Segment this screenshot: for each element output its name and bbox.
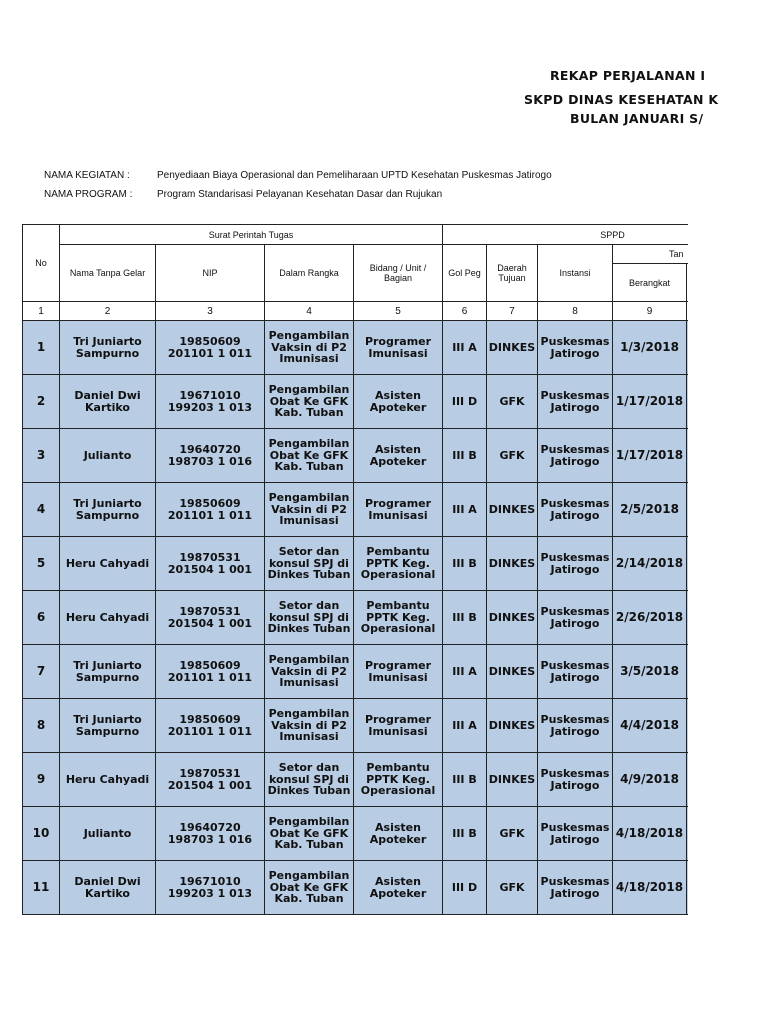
destination: DINKES	[487, 645, 538, 699]
row-number: 7	[23, 645, 60, 699]
trip-purpose: Pengambilan Vaksin di P2 Imunisasi	[265, 483, 354, 537]
trip-purpose: Pengambilan Obat Ke GFK Kab. Tuban	[265, 861, 354, 915]
employee-nip: 19870531 201504 1 001	[156, 753, 265, 807]
employee-name: Tri Juniarto Sampurno	[60, 645, 156, 699]
table-row	[23, 591, 689, 645]
departure-date: 4/18/2018	[613, 807, 687, 861]
employee-grade: III A	[443, 483, 487, 537]
header-no: No	[23, 225, 60, 302]
employee-grade: III B	[443, 753, 487, 807]
travel-recap-table	[22, 224, 688, 915]
employee-unit: Programer Imunisasi	[354, 699, 443, 753]
departure-date: 4/9/2018	[613, 753, 687, 807]
col-number: 8	[538, 302, 613, 321]
col-number: 6	[443, 302, 487, 321]
table-viewport	[22, 224, 688, 934]
kegiatan-label: NAMA KEGIATAN :	[44, 170, 130, 181]
program-value: Program Standarisasi Pelayanan Kesehatan Dasar dan Rujukan	[157, 189, 443, 200]
return-date	[687, 861, 689, 915]
employee-nip: 19870531 201504 1 001	[156, 537, 265, 591]
return-date	[687, 375, 689, 429]
employee-grade: III B	[443, 591, 487, 645]
row-number: 11	[23, 861, 60, 915]
header-kembali	[687, 264, 689, 302]
row-number: 10	[23, 807, 60, 861]
col-number: 7	[487, 302, 538, 321]
return-date	[687, 699, 689, 753]
col-number: 4	[265, 302, 354, 321]
employee-name: Heru Cahyadi	[60, 591, 156, 645]
employee-unit: Pembantu PPTK Keg. Operasional	[354, 537, 443, 591]
table-row	[23, 537, 689, 591]
agency: Puskesmas Jatirogo	[538, 483, 613, 537]
employee-name: Julianto	[60, 807, 156, 861]
destination: GFK	[487, 861, 538, 915]
employee-unit: Pembantu PPTK Keg. Operasional	[354, 753, 443, 807]
employee-unit: Pembantu PPTK Keg. Operasional	[354, 591, 443, 645]
column-number-row	[23, 302, 689, 321]
table-row	[23, 807, 689, 861]
employee-grade: III B	[443, 807, 487, 861]
employee-name: Julianto	[60, 429, 156, 483]
trip-purpose: Setor dan konsul SPJ di Dinkes Tuban	[265, 753, 354, 807]
employee-nip: 19850609 201101 1 011	[156, 483, 265, 537]
header-daerah-tujuan: Daerah Tujuan	[487, 245, 538, 302]
employee-unit: Programer Imunisasi	[354, 483, 443, 537]
employee-grade: III B	[443, 429, 487, 483]
return-date	[687, 645, 689, 699]
header-sppd: SPPD	[443, 225, 689, 245]
return-date	[687, 429, 689, 483]
table-row	[23, 429, 689, 483]
agency: Puskesmas Jatirogo	[538, 429, 613, 483]
destination: GFK	[487, 375, 538, 429]
header-bidang: Bidang / Unit / Bagian	[354, 245, 443, 302]
col-number	[687, 302, 689, 321]
trip-purpose: Setor dan konsul SPJ di Dinkes Tuban	[265, 537, 354, 591]
employee-name: Tri Juniarto Sampurno	[60, 483, 156, 537]
destination: DINKES	[487, 537, 538, 591]
employee-nip: 19850609 201101 1 011	[156, 699, 265, 753]
row-number: 1	[23, 321, 60, 375]
col-number: 1	[23, 302, 60, 321]
return-date	[687, 537, 689, 591]
departure-date: 4/18/2018	[613, 861, 687, 915]
col-number: 2	[60, 302, 156, 321]
table-row	[23, 321, 689, 375]
row-number: 3	[23, 429, 60, 483]
employee-nip: 19671010 199203 1 013	[156, 375, 265, 429]
employee-name: Tri Juniarto Sampurno	[60, 699, 156, 753]
table-body	[23, 321, 689, 915]
return-date	[687, 753, 689, 807]
trip-purpose: Pengambilan Obat Ke GFK Kab. Tuban	[265, 375, 354, 429]
departure-date: 2/14/2018	[613, 537, 687, 591]
destination: DINKES	[487, 321, 538, 375]
employee-grade: III A	[443, 321, 487, 375]
header-nama: Nama Tanpa Gelar	[60, 245, 156, 302]
employee-name: Tri Juniarto Sampurno	[60, 321, 156, 375]
employee-unit: Asisten Apoteker	[354, 429, 443, 483]
departure-date: 2/5/2018	[613, 483, 687, 537]
agency: Puskesmas Jatirogo	[538, 321, 613, 375]
trip-purpose: Pengambilan Vaksin di P2 Imunisasi	[265, 645, 354, 699]
destination: DINKES	[487, 753, 538, 807]
table-row	[23, 375, 689, 429]
return-date	[687, 591, 689, 645]
employee-name: Heru Cahyadi	[60, 537, 156, 591]
return-date	[687, 807, 689, 861]
trip-purpose: Pengambilan Vaksin di P2 Imunisasi	[265, 699, 354, 753]
employee-nip: 19850609 201101 1 011	[156, 321, 265, 375]
return-date	[687, 483, 689, 537]
agency: Puskesmas Jatirogo	[538, 375, 613, 429]
header-dalam-rangka: Dalam Rangka	[265, 245, 354, 302]
row-number: 2	[23, 375, 60, 429]
header-instansi: Instansi	[538, 245, 613, 302]
col-number: 9	[613, 302, 687, 321]
report-title: REKAP PERJALANAN I	[550, 68, 706, 83]
trip-purpose: Pengambilan Obat Ke GFK Kab. Tuban	[265, 429, 354, 483]
header-nip: NIP	[156, 245, 265, 302]
header-surat-perintah-tugas: Surat Perintah Tugas	[60, 225, 443, 245]
trip-purpose: Pengambilan Obat Ke GFK Kab. Tuban	[265, 807, 354, 861]
employee-grade: III B	[443, 537, 487, 591]
program-label: NAMA PROGRAM :	[44, 189, 133, 200]
row-number: 4	[23, 483, 60, 537]
employee-name: Daniel Dwi Kartiko	[60, 375, 156, 429]
employee-nip: 19640720 198703 1 016	[156, 807, 265, 861]
departure-date: 1/3/2018	[613, 321, 687, 375]
table-row	[23, 645, 689, 699]
employee-unit: Asisten Apoteker	[354, 861, 443, 915]
kegiatan-value: Penyediaan Biaya Operasional dan Pemeliharaan UPTD Kesehatan Puskesmas Jatirogo	[157, 170, 552, 181]
agency: Puskesmas Jatirogo	[538, 537, 613, 591]
employee-nip: 19850609 201101 1 011	[156, 645, 265, 699]
table-row	[23, 861, 689, 915]
header-berangkat: Berangkat	[613, 264, 687, 302]
row-number: 9	[23, 753, 60, 807]
row-number: 5	[23, 537, 60, 591]
col-number: 5	[354, 302, 443, 321]
header-gol-peg: Gol Peg	[443, 245, 487, 302]
agency: Puskesmas Jatirogo	[538, 807, 613, 861]
destination: GFK	[487, 429, 538, 483]
agency: Puskesmas Jatirogo	[538, 861, 613, 915]
row-number: 8	[23, 699, 60, 753]
row-number: 6	[23, 591, 60, 645]
employee-name: Daniel Dwi Kartiko	[60, 861, 156, 915]
return-date	[687, 321, 689, 375]
departure-date: 4/4/2018	[613, 699, 687, 753]
report-subtitle-period: BULAN JANUARI S/	[570, 111, 704, 126]
agency: Puskesmas Jatirogo	[538, 645, 613, 699]
destination: DINKES	[487, 699, 538, 753]
departure-date: 2/26/2018	[613, 591, 687, 645]
trip-purpose: Setor dan konsul SPJ di Dinkes Tuban	[265, 591, 354, 645]
agency: Puskesmas Jatirogo	[538, 753, 613, 807]
employee-unit: Asisten Apoteker	[354, 807, 443, 861]
table-row	[23, 483, 689, 537]
departure-date: 1/17/2018	[613, 429, 687, 483]
trip-purpose: Pengambilan Vaksin di P2 Imunisasi	[265, 321, 354, 375]
destination: GFK	[487, 807, 538, 861]
destination: DINKES	[487, 483, 538, 537]
departure-date: 1/17/2018	[613, 375, 687, 429]
destination: DINKES	[487, 591, 538, 645]
employee-name: Heru Cahyadi	[60, 753, 156, 807]
employee-unit: Programer Imunisasi	[354, 321, 443, 375]
departure-date: 3/5/2018	[613, 645, 687, 699]
col-number: 3	[156, 302, 265, 321]
employee-grade: III D	[443, 861, 487, 915]
employee-grade: III D	[443, 375, 487, 429]
agency: Puskesmas Jatirogo	[538, 591, 613, 645]
agency: Puskesmas Jatirogo	[538, 699, 613, 753]
employee-unit: Asisten Apoteker	[354, 375, 443, 429]
employee-grade: III A	[443, 645, 487, 699]
report-subtitle-skpd: SKPD DINAS KESEHATAN K	[524, 92, 719, 107]
employee-nip: 19640720 198703 1 016	[156, 429, 265, 483]
table-row	[23, 753, 689, 807]
employee-nip: 19671010 199203 1 013	[156, 861, 265, 915]
table-row	[23, 699, 689, 753]
header-tanggal: Tan	[613, 245, 689, 264]
employee-nip: 19870531 201504 1 001	[156, 591, 265, 645]
employee-grade: III A	[443, 699, 487, 753]
employee-unit: Programer Imunisasi	[354, 645, 443, 699]
